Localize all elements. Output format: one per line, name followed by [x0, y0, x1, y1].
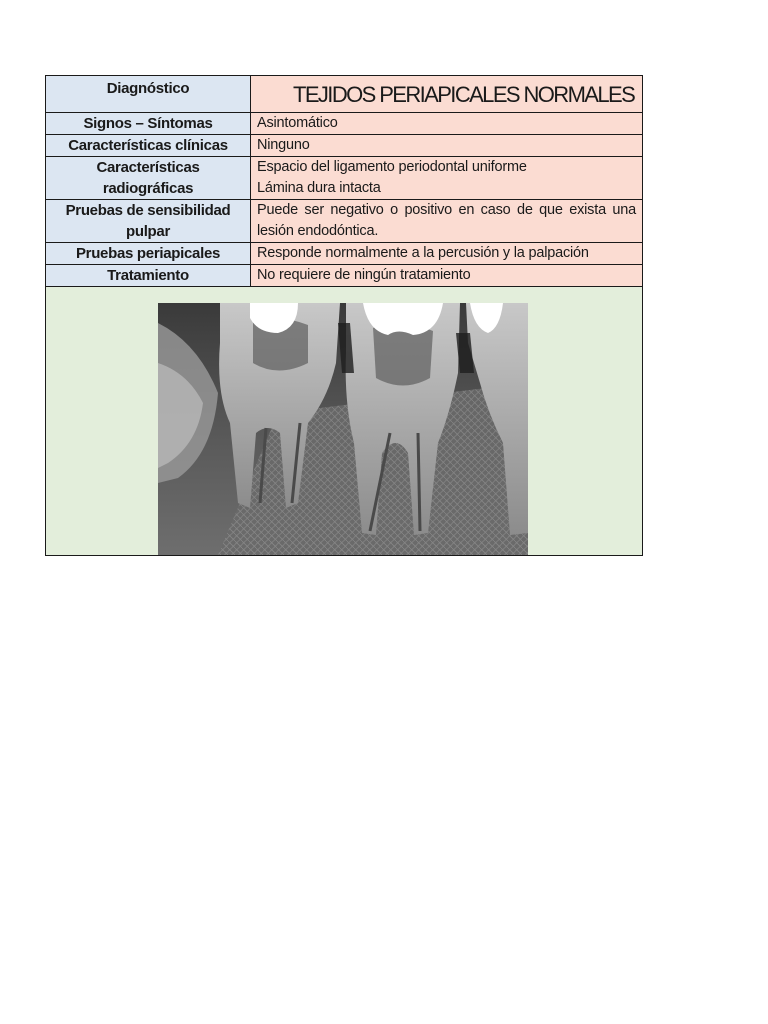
row-value-radiograficas [251, 157, 643, 200]
header-label: Diagnóstico [46, 76, 251, 113]
row-label-signos: Signos – Síntomas [46, 113, 251, 135]
table-row [46, 113, 643, 135]
image-cell [46, 287, 643, 556]
value-line: No requiere de ningún tratamiento [257, 267, 471, 283]
row-value-periapicales [251, 243, 643, 265]
row-label-periapicales: Pruebas periapicales [46, 243, 251, 265]
row-value-signos [251, 113, 643, 135]
row-label-tratamiento: Tratamiento [46, 265, 251, 287]
value-line: Puede ser negativo o positivo en caso de que exista una lesión endodóntica. [257, 202, 636, 239]
table-row [46, 135, 643, 157]
diagnosis-table [45, 75, 643, 556]
row-value-clinicas [251, 135, 643, 157]
row-value-sensibilidad [251, 200, 643, 243]
table-row [46, 200, 643, 243]
value-line: Ninguno [257, 137, 310, 153]
row-value-tratamiento [251, 265, 643, 287]
value-line: Lámina dura intacta [257, 180, 381, 196]
row-label-sensibilidad: Pruebas de sensibilidad pulpar [46, 200, 251, 243]
table-row [46, 157, 643, 200]
row-label-radiograficas: Características radiográficas [46, 157, 251, 200]
value-line: Espacio del ligamento periodontal uniforme [257, 159, 527, 175]
value-line: Asintomático [257, 115, 338, 131]
row-label-clinicas: Características clínicas [46, 135, 251, 157]
diagnosis-title: TEJIDOS PERIAPICALES NORMALES [251, 76, 643, 113]
value-line: Responde normalmente a la percusión y la palpación [257, 245, 589, 261]
table-header-row [46, 76, 643, 113]
table-row [46, 265, 643, 287]
image-row [46, 287, 643, 556]
table-row [46, 243, 643, 265]
dental-radiograph-image [158, 303, 528, 555]
